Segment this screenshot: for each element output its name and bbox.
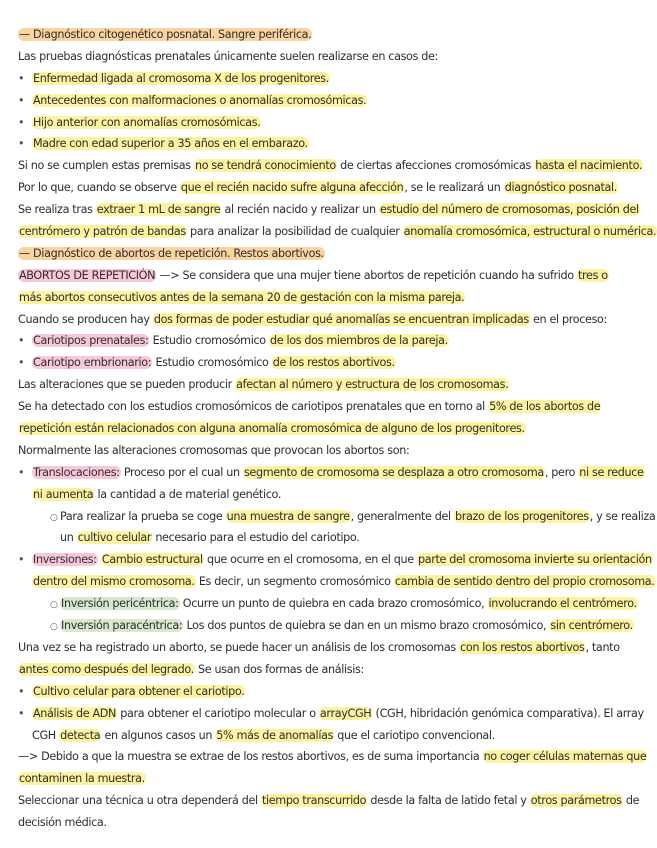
text-segment: Se realiza tras <box>18 203 96 217</box>
bullet-line <box>18 681 632 703</box>
highlighted-text: Cambio estructural <box>101 553 203 567</box>
highlighted-text: una muestra de sangre <box>226 509 350 523</box>
highlighted-text: dos formas de poder estudiar qué anomalías se encuentran implicadas <box>153 312 529 326</box>
bullet-line <box>18 703 644 725</box>
text-segment: necesario para el estudio del cariotipo. <box>152 531 360 545</box>
sub-bullet-line <box>18 615 632 637</box>
text-line <box>18 177 632 199</box>
text-segment: , pero <box>544 465 579 479</box>
highlighted-text: Cariotipo embrionario: <box>33 356 152 370</box>
text-segment: que ocurre en el cromosoma, en el que <box>203 553 417 567</box>
highlighted-text: Inversión pericéntrica: <box>61 597 179 611</box>
highlighted-text: ni aumenta <box>33 487 94 501</box>
text-segment: en algunos casos un <box>101 728 216 742</box>
highlighted-text: tres o <box>578 268 608 282</box>
text-segment: Las pruebas diagnósticas prenatales únicamente suelen realizarse en casos de: <box>18 49 438 63</box>
sub-bullet-line <box>18 506 656 528</box>
highlighted-text: Análisis de ADN <box>33 706 117 720</box>
highlighted-text: que el recién nacido sufre alguna afección <box>180 181 404 195</box>
text-segment: Las alteraciones que se pueden producir <box>18 378 236 392</box>
highlighted-text: extraer 1 mL de sangre <box>96 203 221 217</box>
highlighted-text: 5% de los abortos de <box>489 400 601 414</box>
text-segment: Es decir, un segmento cromosómico <box>195 575 394 589</box>
text-line <box>18 571 655 593</box>
text-segment: Por lo que, cuando se observe <box>18 181 180 195</box>
text-line <box>18 243 632 265</box>
highlighted-text: Cultivo celular para obtener el cariotipo. <box>33 684 245 698</box>
text-line <box>18 24 632 46</box>
text-line <box>18 46 632 68</box>
text-segment: un <box>60 531 77 545</box>
text-segment: al recién nacido y realizar un <box>221 203 379 217</box>
highlighted-text: antes como después del legrado. <box>19 662 194 676</box>
bullet-line <box>18 112 632 134</box>
text-segment: para analizar la posibilidad de cualquier <box>186 225 403 239</box>
text-segment: Para realizar la prueba se coge <box>60 509 226 523</box>
highlighted-text: Enfermedad ligada al cromosoma X de los progenitores. <box>33 71 329 85</box>
text-line <box>18 484 632 506</box>
bullet-line <box>18 330 632 352</box>
text-segment: (CGH, hibridación genómica comparativa). El array <box>372 706 644 720</box>
bullet-line <box>18 133 632 155</box>
highlighted-text: Antecedentes con malformaciones o anomalías cromosómicas. <box>33 93 367 107</box>
text-segment: , y se realiza <box>589 509 656 523</box>
highlighted-text: arrayCGH <box>319 706 372 720</box>
text-line <box>18 155 643 177</box>
text-line <box>18 527 632 549</box>
text-line <box>18 199 639 221</box>
text-line <box>18 374 632 396</box>
highlighted-text: detecta <box>60 728 101 742</box>
bullet-line <box>18 90 632 112</box>
highlighted-text: Inversiones: <box>33 553 97 567</box>
text-segment: Proceso por el cual un <box>120 465 243 479</box>
text-line <box>18 725 632 747</box>
highlighted-text: centrómero y patrón de bandas <box>19 225 186 239</box>
text-segment: Estudio cromosómico <box>149 334 269 348</box>
text-line <box>18 265 632 287</box>
text-line <box>18 440 632 462</box>
text-segment: Los dos puntos de quiebra se dan en un mismo brazo cromosómico, <box>183 619 550 633</box>
highlighted-text: segmento de cromosoma se desplaza a otro cromosoma <box>243 465 544 479</box>
highlighted-text: — Diagnóstico de abortos de repetición. Restos abortivos. <box>19 246 324 260</box>
text-segment: Estudio cromosómico <box>152 356 272 370</box>
highlighted-text: Hijo anterior con anomalías cromosómicas. <box>33 115 261 129</box>
highlighted-text: no coger células maternas que <box>483 750 647 764</box>
highlighted-text: no se tendrá conocimiento <box>194 159 336 173</box>
bullet-line <box>18 462 644 484</box>
text-segment: de <box>622 794 640 808</box>
text-segment: decisión médica. <box>18 816 107 830</box>
text-segment: CGH <box>32 728 60 742</box>
highlighted-text: brazo de los progenitores <box>454 509 589 523</box>
highlighted-text: ni se reduce <box>579 465 644 479</box>
text-segment: —> Se considera que una mujer tiene abortos de repetición cuando ha sufrido <box>156 268 578 282</box>
highlighted-text: cultivo celular <box>77 531 152 545</box>
text-segment: Normalmente las alteraciones cromosomas que provocan los abortos son: <box>18 443 410 457</box>
text-line <box>18 790 640 812</box>
text-segment: que el cariotipo convencional. <box>334 728 495 742</box>
highlighted-text: de los dos miembros de la pareja. <box>269 334 448 348</box>
highlighted-text: cambia de sentido dentro del propio cromosoma. <box>394 575 655 589</box>
highlighted-text: ABORTOS DE REPETICIÓN <box>19 268 156 282</box>
text-line <box>18 768 632 790</box>
highlighted-text: tiempo transcurrido <box>261 794 367 808</box>
highlighted-text: 5% más de anomalías <box>216 728 334 742</box>
bullet-line <box>18 549 652 571</box>
text-segment: la cantidad a de material genético. <box>94 487 282 501</box>
text-line <box>18 637 632 659</box>
text-segment: , tanto <box>585 640 620 654</box>
highlighted-text: parte del cromosoma invierte su orientación <box>417 553 652 567</box>
highlighted-text: con los restos abortivos <box>460 640 585 654</box>
bullet-line <box>18 68 632 90</box>
text-segment: Se ha detectado con los estudios cromosómicos de cariotipos prenatales que en torno al <box>18 400 489 414</box>
highlighted-text: Inversión paracéntrica: <box>61 619 183 633</box>
sub-bullet-line <box>18 593 637 615</box>
highlighted-text: contaminen la muestra. <box>19 772 145 786</box>
highlighted-text: repetición están relacionados con alguna anomalía cromosómica de alguno de los progenitores. <box>19 422 525 436</box>
text-segment: desde la falta de latido fetal y <box>367 794 530 808</box>
highlighted-text: involucrando el centrómero. <box>488 597 637 611</box>
text-segment: Ocurre un punto de quiebra en cada brazo cromosómico, <box>179 597 488 611</box>
highlighted-text: estudio del número de cromosomas, posición del <box>380 203 639 217</box>
text-segment: Seleccionar una técnica u otra dependerá del <box>18 794 261 808</box>
highlighted-text: de los restos abortivos. <box>272 356 395 370</box>
highlighted-text: diagnóstico posnatal. <box>504 181 618 195</box>
text-line <box>18 418 632 440</box>
highlighted-text: Translocaciones: <box>33 465 120 479</box>
text-segment: para obtener el cariotipo molecular o <box>117 706 319 720</box>
highlighted-text: — Diagnóstico citogenético posnatal. Sangre periférica. <box>19 28 312 41</box>
bullet-line <box>18 352 632 374</box>
text-segment: , se le realizará un <box>404 181 504 195</box>
highlighted-text: anomalía cromosómica, estructural o numérica. <box>403 225 657 239</box>
highlighted-text: afectan al número y estructura de los cromosomas. <box>236 378 509 392</box>
text-line <box>18 659 632 681</box>
text-segment: —> Debido a que la muestra se extrae de los restos abortivos, es de suma importancia <box>18 750 483 764</box>
text-segment: en el proceso: <box>529 312 607 326</box>
text-segment: Si no se cumplen estas premisas <box>18 159 194 173</box>
text-segment: Una vez se ha registrado un aborto, se puede hacer un análisis de los cromosomas <box>18 640 460 654</box>
text-line <box>18 812 632 834</box>
text-line <box>18 396 632 418</box>
text-segment: Cuando se producen hay <box>18 312 153 326</box>
highlighted-text: otros parámetros <box>530 794 622 808</box>
highlighted-text: más abortos consecutivos antes de la semana 20 de gestación con la misma pareja. <box>19 290 465 304</box>
highlighted-text: Madre con edad superior a 35 años en el embarazo. <box>33 137 308 151</box>
text-line <box>18 746 647 768</box>
highlighted-text: dentro del mismo cromosoma. <box>33 575 195 589</box>
text-line <box>18 221 657 243</box>
text-line <box>18 287 632 309</box>
highlighted-text: Cariotipos prenatales: <box>33 334 149 348</box>
text-line <box>18 309 632 331</box>
text-segment: , generalmente del <box>350 509 454 523</box>
highlighted-text: sin centrómero. <box>550 619 633 633</box>
text-segment: Se usan dos formas de análisis: <box>194 662 364 676</box>
highlighted-text: hasta el nacimiento. <box>535 159 643 173</box>
text-segment: de ciertas afecciones cromosómicas <box>336 159 535 173</box>
